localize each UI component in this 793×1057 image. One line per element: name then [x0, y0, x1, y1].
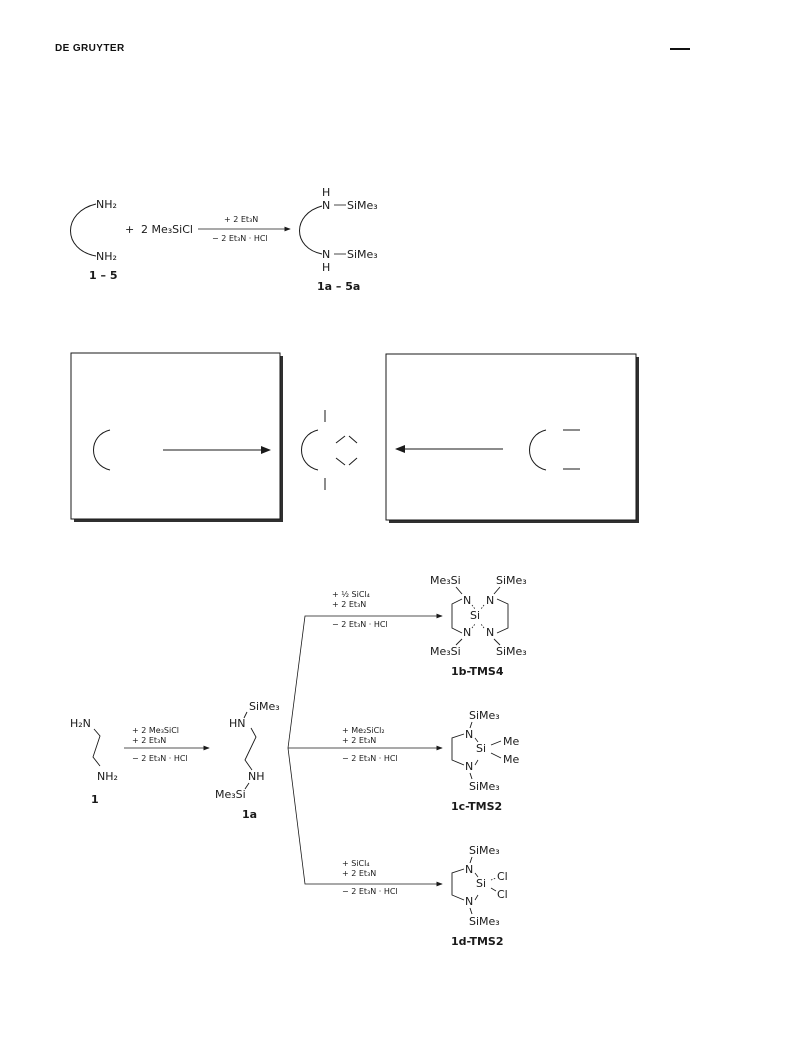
plus-sign: +	[125, 223, 135, 236]
branch-1b-base: + 2 Et₃N	[332, 600, 367, 609]
nh2-bottom-label: NH₂	[96, 250, 117, 263]
branch-1b-byproduct: − 2 Et₃N · HCl	[332, 620, 388, 629]
1b-me3si-top: Me₃Si	[430, 574, 461, 587]
1c-n-bottom: N	[465, 760, 474, 773]
step1-byproduct: − 2 Et₃N · HCl	[132, 754, 188, 763]
branch-1d-byproduct: − 2 Et₃N · HCl	[342, 887, 398, 896]
hn-1a: HN	[229, 717, 246, 730]
1b-sime3-bottom: SiMe₃	[496, 645, 527, 658]
sime3-1a-top: SiMe₃	[249, 700, 280, 713]
branch-1c-byproduct: − 2 Et₃N · HCl	[342, 754, 398, 763]
nh-1a: NH	[248, 770, 265, 783]
sime3-top: SiMe₃	[347, 199, 378, 212]
1c-n-top: N	[465, 728, 474, 741]
diamine-backbone-right	[300, 206, 323, 254]
branch-1d-reagent: + SiCl₄	[342, 859, 370, 868]
branch-1c-reagent: + Me₂SiCl₂	[342, 726, 385, 735]
1c-si: Si	[476, 742, 487, 755]
nh2-top-label: NH₂	[96, 198, 117, 211]
branch-1d-base: + 2 Et₃N	[342, 869, 377, 878]
compound-label-1c-tms2: 1c-TMS2	[451, 800, 503, 813]
compound-label-1: 1	[91, 793, 99, 806]
1c-sime3-bottom: SiMe₃	[469, 780, 500, 793]
1b-n-tr: N	[486, 594, 495, 607]
compound-label-1-5: 1 – 5	[89, 269, 118, 282]
1b-me3si-bottom: Me₃Si	[430, 645, 461, 658]
1c-me-lower: Me	[503, 753, 520, 766]
center-arc	[302, 430, 319, 470]
h-bottom: H	[322, 261, 331, 274]
right-box	[386, 354, 636, 520]
1b-n-br: N	[486, 626, 495, 639]
arrow-below-text: − 2 Et₃N · HCl	[212, 234, 268, 243]
diamine-backbone-left	[71, 204, 97, 256]
1d-cl-upper: Cl	[497, 870, 508, 883]
scheme-3	[70, 574, 527, 948]
arrow-above-text: + 2 Et₃N	[224, 215, 259, 224]
sime3-bottom: SiMe₃	[347, 248, 378, 261]
compound-label-1d-tms2: 1d-TMS2	[451, 935, 504, 948]
step1-reagent: + 2 Me₃SiCl	[132, 726, 180, 735]
1b-n-bl: N	[463, 626, 472, 639]
compound-label-1a: 1a	[242, 808, 258, 821]
h-top: H	[322, 186, 331, 199]
nh2-label: NH₂	[97, 770, 118, 783]
branch-1b-reagent: + ½ SiCl₄	[332, 590, 370, 599]
n-bottom: N	[322, 248, 331, 261]
compound-label-1b-tms4: 1b-TMS4	[451, 665, 504, 678]
1d-n-top: N	[465, 863, 474, 876]
me3si-1a-bottom: Me₃Si	[215, 788, 246, 801]
h2n-label: H₂N	[70, 717, 91, 730]
1d-sime3-bottom: SiMe₃	[469, 915, 500, 928]
left-box	[71, 353, 280, 519]
1b-n-tl: N	[463, 594, 472, 607]
n-top: N	[322, 199, 331, 212]
1d-sime3-top: SiMe₃	[469, 844, 500, 857]
1b-si: Si	[470, 609, 481, 622]
branch-1c-base: + 2 Et₃N	[342, 736, 377, 745]
1c-me-upper: Me	[503, 735, 520, 748]
reagent-me3sicl: 2 Me₃SiCl	[141, 223, 193, 236]
scheme-2	[71, 353, 639, 523]
1b-sime3-top: SiMe₃	[496, 574, 527, 587]
1d-cl-lower: Cl	[497, 888, 508, 901]
1d-si: Si	[476, 877, 487, 890]
step1-base: + 2 Et₃N	[132, 736, 167, 745]
compound-label-1a-5a: 1a – 5a	[317, 280, 361, 293]
1c-sime3-top: SiMe₃	[469, 709, 500, 722]
running-header: DE GRUYTER	[55, 43, 125, 54]
1d-n-bottom: N	[465, 895, 474, 908]
scheme-1	[71, 186, 378, 293]
